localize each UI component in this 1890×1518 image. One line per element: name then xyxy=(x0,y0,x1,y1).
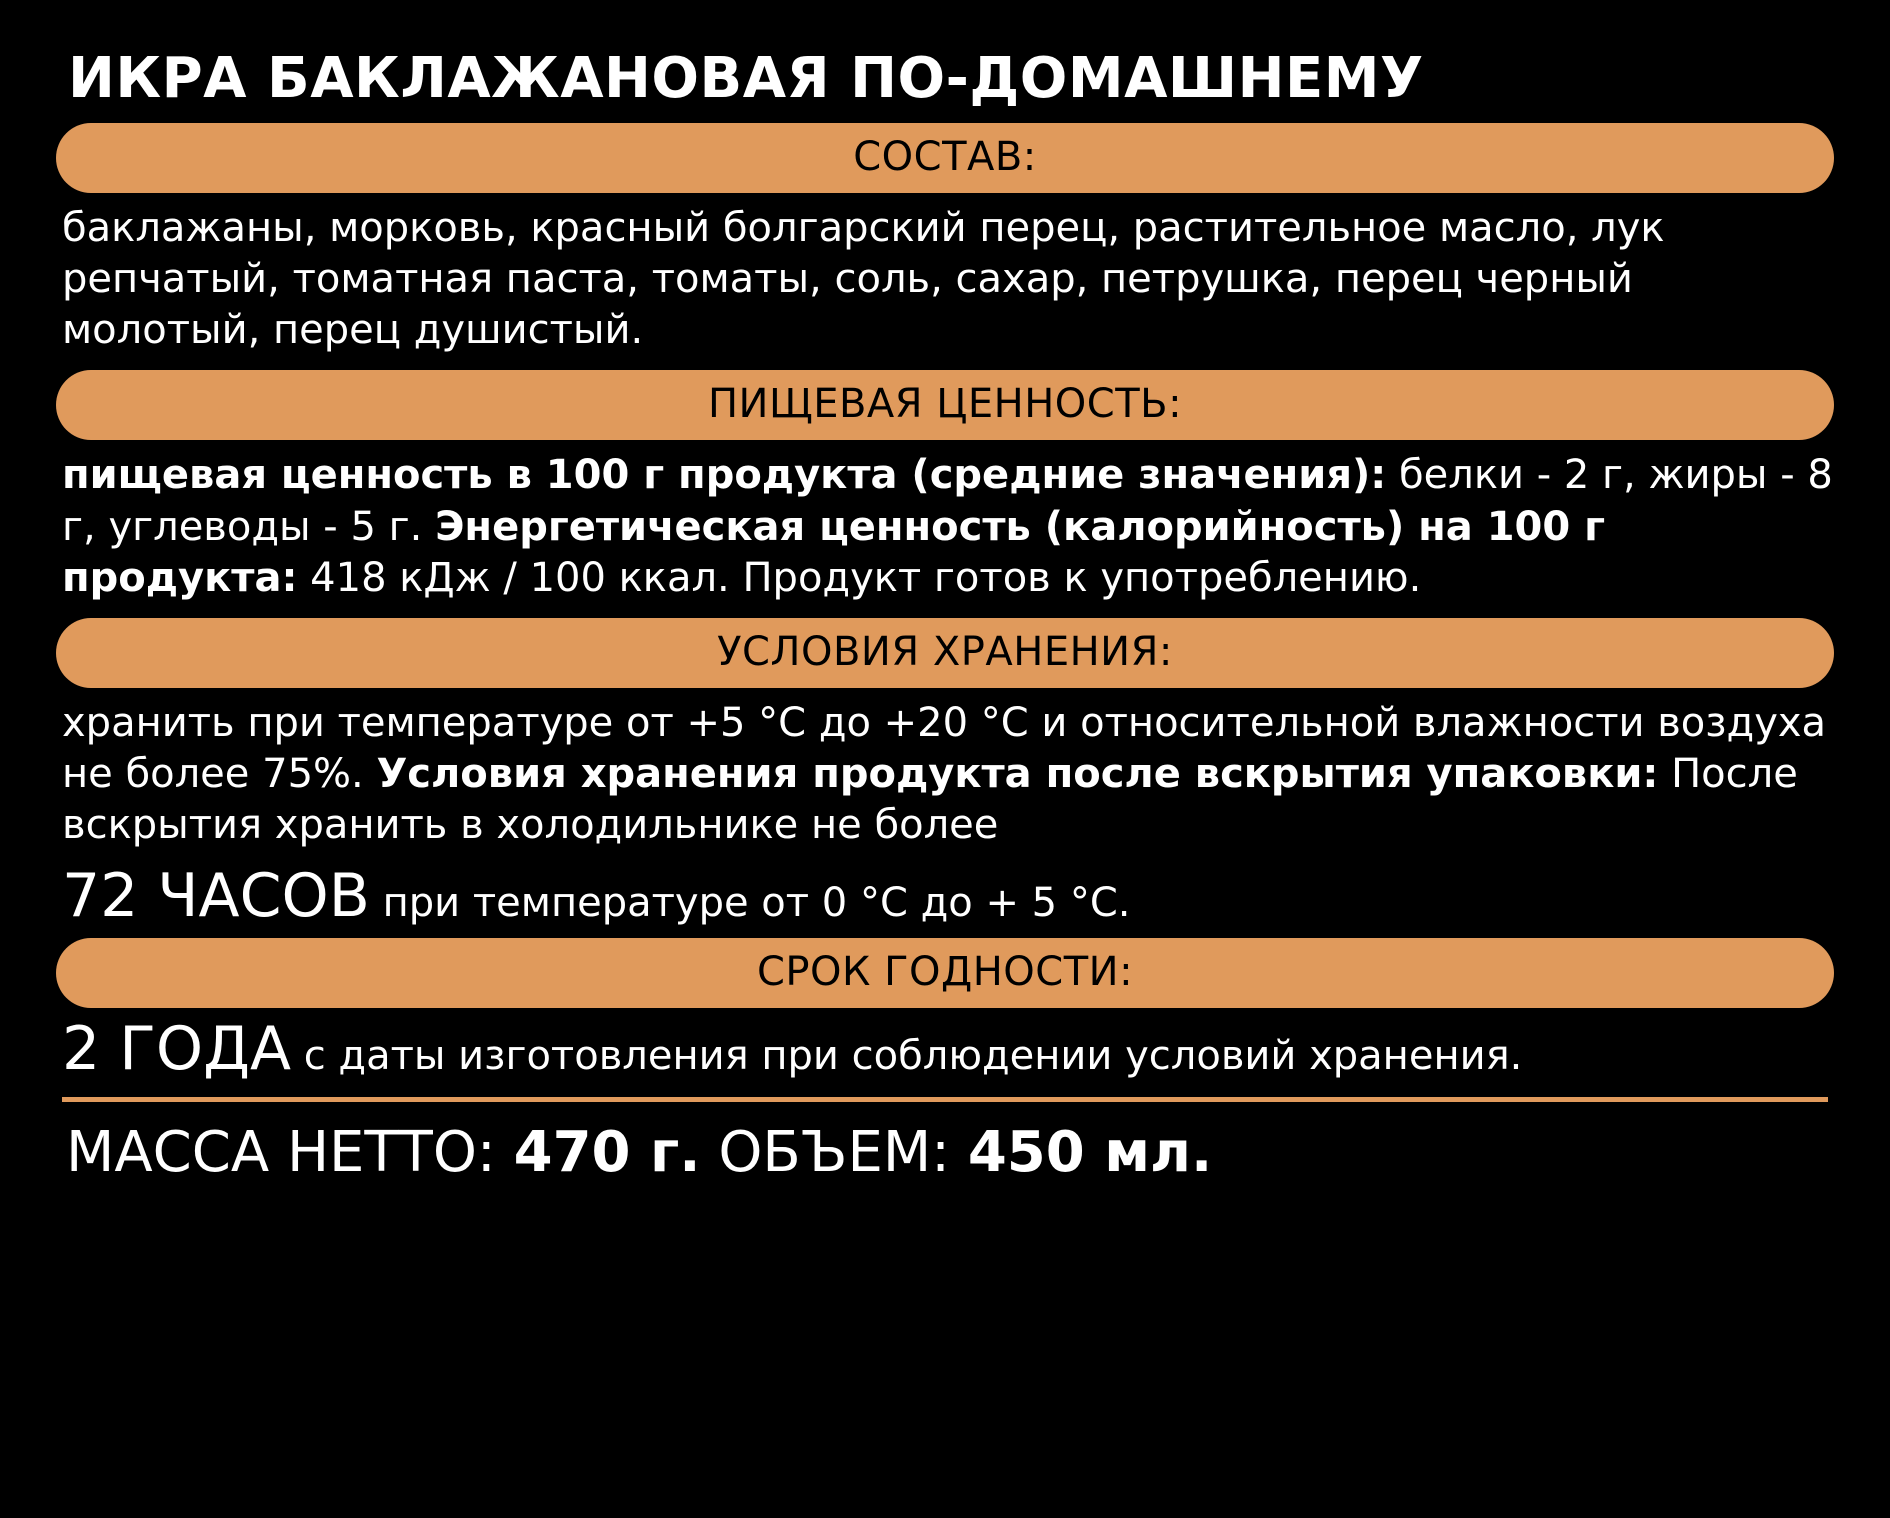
footer-divider xyxy=(62,1097,1828,1102)
shelf-life-row xyxy=(62,1014,1834,1085)
page-title: ИКРА БАКЛАЖАНОВАЯ ПО-ДОМАШНЕМУ xyxy=(68,46,1424,111)
volume-value: 450 мл. xyxy=(967,1120,1213,1186)
shelf-life-highlight: 2 ГОДА xyxy=(62,1014,291,1085)
storage-duration-highlight: 72 ЧАСОВ xyxy=(62,861,370,932)
section-heading-shelf-life: СРОК ГОДНОСТИ: xyxy=(56,938,1834,1008)
section-heading-ingredients: СОСТАВ: xyxy=(56,123,1834,193)
nutrition-bold-1: пищевая ценность в 100 г продукта (средние значения): xyxy=(62,452,1387,499)
mass-label: МАССА НЕТТО: xyxy=(66,1120,496,1186)
ingredients-text: баклажаны, морковь, красный болгарский перец, растительное масло, лук репчатый, томатная паста, томаты, соль, сахар, петрушка, перец черный молотый, перец душистый. xyxy=(62,204,1665,354)
nutrition-normal-1: белки - 2 г, жиры - 8 г, углеводы - 5 г. xyxy=(62,452,1833,550)
volume-label: ОБЪЕМ: xyxy=(718,1120,951,1186)
section-heading-nutrition: ПИЩЕВАЯ ЦЕННОСТЬ: xyxy=(56,370,1834,440)
storage-normal-1: хранить при температуре от +5 °C до +20 °C и относительной влажности воздуха не более 75%. xyxy=(62,699,1827,798)
shelf-life-note: с даты изготовления при соблюдении условий хранения. xyxy=(290,1033,1523,1080)
nutrition-text xyxy=(62,450,1834,604)
storage-bold-1: Условия хранения продукта после вскрытия упаковки: xyxy=(376,751,1659,798)
section-heading-storage: УСЛОВИЯ ХРАНЕНИЯ: xyxy=(56,618,1834,688)
storage-normal-2: После вскрытия хранить в холодильнике не более xyxy=(62,751,1798,849)
mass-value: 470 г. xyxy=(513,1120,701,1186)
nutrition-bold-2: Энергетическая ценность (калорийность) на 100 г продукта: xyxy=(62,503,1606,601)
footer-mass-volume xyxy=(66,1120,1834,1185)
storage-text xyxy=(62,698,1834,852)
storage-duration-note: при температуре от 0 °C до + 5 °C. xyxy=(369,880,1131,927)
nutrition-normal-2: 418 кДж / 100 ккал. Продукт готов к употреблению. xyxy=(297,554,1422,601)
storage-duration-row xyxy=(62,861,1834,932)
